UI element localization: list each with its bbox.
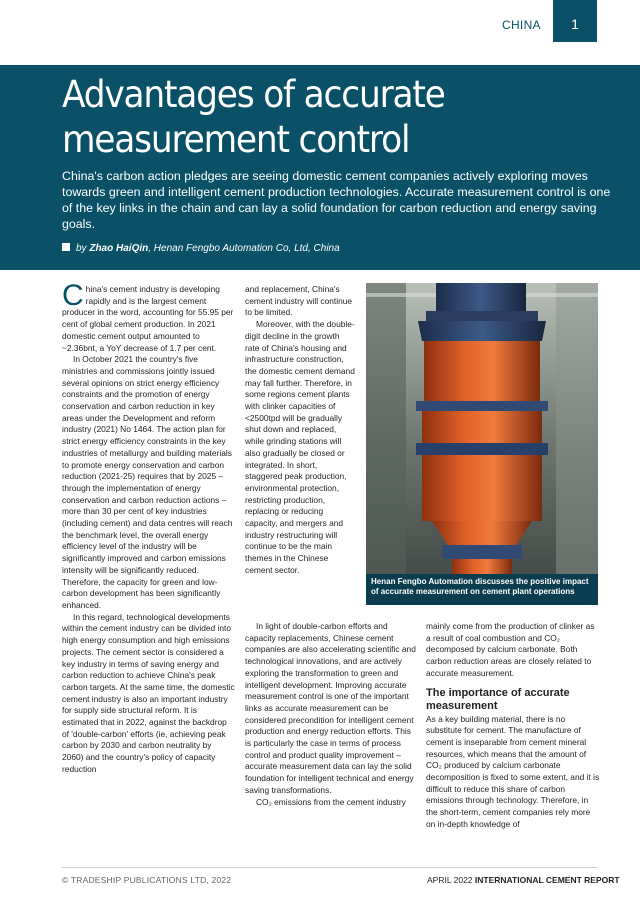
equipment-photo (366, 283, 598, 605)
byline-square-icon (62, 243, 70, 251)
standfirst: China's carbon action pledges are seeing domestic cement companies actively exploring moves towards green and intelligent cement production technologies. Accurate measurement control is one of the key links in the chain and can lay a solid foundation for carbon reduction and energy saving goals. (62, 169, 611, 231)
byline-author: Zhao HaiQin (89, 243, 149, 254)
paragraph: CO₂ emissions from the cement industry (256, 796, 406, 807)
page-number: 1 (571, 16, 579, 32)
section-label: CHINA (502, 18, 541, 32)
subheading: The importance of accurate measurement (426, 686, 570, 712)
drop-cap: C (62, 279, 84, 312)
article-title: Advantages of accurate measurement control (62, 73, 445, 161)
paragraph: In light of double-carbon efforts and capacity replacements, Chinese cement companies are also accelerating scientific and technological innovations, and are actively exploring the transformation to green and intelligent development. Improving accurate measurement control is one of the important links as accurate measurement can be considered precondition for intelligent cement production and energy reduction efforts. This is particularly the case in terms of process control and product quality improvement – accurate measurement data can lay the solid foundation for intelligent technical and energy saving transformations. (245, 621, 416, 795)
paragraph-text: hina's cement industry is developing rapidly and is the largest cement producer in the word, accounting for 55.95 per cent of global cement production. In 2021 domestic cement output amounted to ~2.36bnt, a YoY decrease of 1.7 per cent. (62, 284, 234, 353)
column-2-lower (245, 621, 418, 808)
paragraph: mainly come from the production of clinker as a result of coal combustion and CO₂ decomposed by calcium carbonate. Both carbon reduction areas are closely related to accurate measurement. (426, 621, 595, 678)
byline-organisation: , Henan Fengbo Automation Co, Ltd, China (148, 243, 340, 254)
paragraph: Moreover, with the double-digit decline in the growth rate of China's housing and infrastructure construction, the domestic cement demand may fall further. Therefore, in some regions cement plants with clinker capacities of <2500tpd will be gradually shut down and replaced, while grinding stations will also gradually be closed or integrated. In short, staggered peak production, environmental protection, restricting production, replacing or reducing capacity, and mergers and industry restructuring will continue to be the main themes in the Chinese cement sector. (245, 319, 355, 575)
page-number-box (553, 0, 597, 42)
byline-prefix: by (76, 243, 87, 254)
paragraph: As a key building material, there is no substitute for cement. The manufacture of cement is inseparable from cement mineral resources, which means that the amount of CO₂ produced by calcium carbonate decomposition is fixed to some extent, and it is difficult to reduce this share of carbon emissions through technology. Therefore, in the short-term, cement companies rely more on in-depth knowledge of (426, 713, 600, 829)
footer-rule (62, 867, 598, 868)
column-1 (62, 279, 235, 776)
photo-caption: Henan Fengbo Automation discusses the positive impact of accurate measurement on cement plant operations (366, 574, 598, 605)
photo-illustration (366, 283, 598, 605)
footer-publication: INTERNATIONAL CEMENT REPORT (474, 875, 620, 885)
column-3 (426, 621, 600, 831)
paragraph (62, 279, 235, 354)
paragraph: In this regard, technological developments within the cement industry can be divided into high energy consumption and high emissions projects. The cement sector is considered a key industry in terms of saving energy and carbon reduction to achieve China's peak carbon targets. At the same time, the domestic cement industry is also an important industry for supply side structural reform. It is estimated that in 2022, against the backdrop of 'double-carbon' efforts (ie, achieving peak carbon by 2030 and carbon neutrality by 2060) and the country's policy of capacity reduction (62, 611, 235, 774)
footer-issue-date: APRIL 2022 (427, 875, 473, 885)
paragraph: In October 2021 the country's five ministries and commissions jointly issued several opinions on strict energy efficiency constraints and the promotion of energy conservation and carbon reduction in key areas under the Development and reform industry (2021) No 1464. The action plan for strict energy efficiency constraints in the key industries of metallurgy and building materials to promote energy conservation and carbon reduction (2021-25) requires that by 2025 – through the implementation of energy conservation and carbon reduction actions – more than 30 per cent of key industries (including cement) and data centres will reach the benchmark level, the overall energy efficiency level of the industry will be significantly improved and carbon emissions intensity will be significantly reduced. Therefore, the capacity for green and low-carbon development has been significantly enhanced. (62, 354, 233, 610)
paragraph: and replacement, China's cement industry will continue to be limited. (245, 284, 353, 318)
byline (62, 243, 340, 254)
column-2-upper (245, 284, 355, 577)
footer-issue (427, 875, 620, 885)
footer-copyright: © TRADESHIP PUBLICATIONS LTD, 2022 (62, 875, 232, 885)
